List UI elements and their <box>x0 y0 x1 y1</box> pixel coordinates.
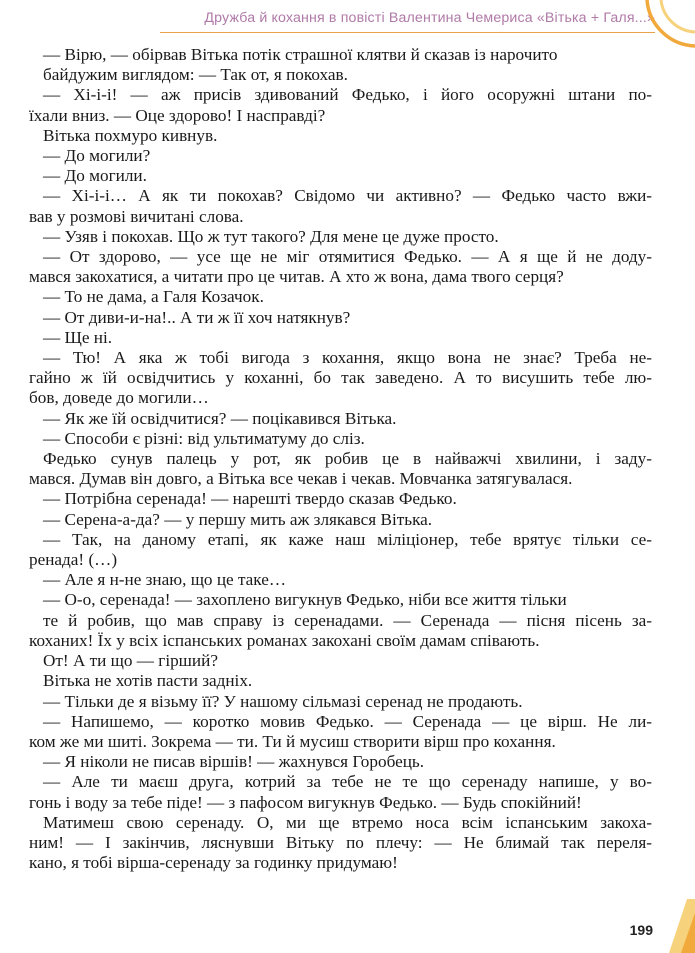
text-line: бов, доведе до могили… <box>29 388 209 408</box>
text-line: Федько сунув палець у рот, як робив це в найважчі хвилини, і заду- <box>43 449 652 469</box>
text-line: — Хі-і-і… А як ти покохав? Свідомо чи активно? — Федько часто вжи- <box>43 186 652 206</box>
text-line: — До могили. <box>43 166 147 186</box>
text-line: — Хі-і-і! — аж присів здивований Федько, і його осоружні штани по- <box>43 85 652 105</box>
text-line: Матимеш свою серенаду. О, ми ще втремо носа всім іспанським закоха- <box>43 812 652 832</box>
text-line: те й робив, що мав справу із серенадами. — Серенада — пісня пісень за- <box>43 610 652 630</box>
text-line: — Але я н-не знаю, що це таке… <box>43 570 287 590</box>
text-line: — Тільки де я візьму її? У нашому сільмазі серенад не продають. <box>43 691 523 711</box>
text-line: — Я ніколи не писав віршів! — жахнувся Горобець. <box>43 752 425 772</box>
text-line: — Напишемо, — коротко мовив Федько. — Серенада — це вірш. Не ли- <box>43 711 652 731</box>
text-line: мався закохатися, а читати про це читав. А хто ж вона, дама твого серця? <box>29 267 564 287</box>
text-line: — О-о, серенада! — захоплено вигукнув Федько, ніби все життя тільки <box>43 590 567 610</box>
text-line: кано, я тобі вірша-серенаду за годинку придумаю! <box>29 853 398 873</box>
text-line: — Серена-а-да? — у першу мить аж злякався Вітька. <box>43 509 433 529</box>
text-line: ком же ми шиті. Зокрема — ти. Ти й мусиш створити вірш про кохання. <box>29 731 556 751</box>
text-line: — Способи є різні: від ультиматуму до сліз. <box>43 428 365 448</box>
text-line: байдужим виглядом: — Так от, я покохав. <box>43 65 348 85</box>
text-line: Вітька похмуро кивнув. <box>43 125 218 145</box>
text-line: — От диви-и-на!.. А ти ж її хоч натякнув? <box>43 307 351 327</box>
text-line: — Потрібна серенада! — нарешті твердо сказав Федько. <box>43 489 457 509</box>
text-line: гайно ж їй освідчитись у коханні, бо так заведено. А то висушить тебе лю- <box>29 368 652 388</box>
story-text <box>29 45 652 873</box>
page-header <box>0 0 695 42</box>
page-number: 199 <box>629 922 653 938</box>
text-line: — То не дама, а Галя Козачок. <box>43 287 264 307</box>
text-line: От! А ти що — гірший? <box>43 651 218 671</box>
text-line: — Ще ні. <box>43 327 113 347</box>
text-line: гонь і воду за тебе піде! — з пафосом вигукнув Федько. — Будь спокійний! <box>29 792 582 812</box>
text-line: коханих! Їх у всіх іспанських романах закохані своїм дамам співають. <box>29 630 540 650</box>
corner-stripes-decoration <box>625 883 695 953</box>
text-line: — Вірю, — обірвав Вітька потік страшної клятви й сказав із нарочито <box>43 45 558 64</box>
text-line: — Тю! А яка ж тобі вигода з кохання, якщо вона не знає? Треба не- <box>43 348 652 368</box>
text-line: ним! — І закінчив, ляснувши Вітьку по плечу: — Не блимай так переля- <box>29 832 652 852</box>
text-line: — Але ти маєш друга, котрий за тебе не те що серенаду напише, у во- <box>43 772 652 792</box>
text-line: — Так, на даному етапі, як каже наш міліціонер, тебе врятує тільки се- <box>43 529 652 549</box>
text-line: Вітька не хотів пасти задніх. <box>43 671 253 691</box>
text-line: ренада! (…) <box>29 550 118 570</box>
text-line: мався. Думав він довго, а Вітька все чекав і чекав. Мовчанка затягувалася. <box>29 469 573 489</box>
text-line: — От здорово, — усе ще не міг отямитися Федько. — А я ще й не доду- <box>43 247 652 267</box>
running-title: Дружба й кохання в повісті Валентина Чемериса «Вітька + Галя...» <box>204 10 655 26</box>
text-line: вав у розмові вичитані слова. <box>29 206 244 226</box>
text-line: — Узяв і покохав. Що ж тут такого? Для мене це дуже просто. <box>43 226 499 246</box>
text-line: їхали вниз. — Оце здорово! І насправді? <box>29 105 326 125</box>
header-rule <box>160 32 655 33</box>
text-line: — Як же їй освідчитися? — поцікавився Вітька. <box>43 408 397 428</box>
text-line: — До могили? <box>43 146 151 166</box>
